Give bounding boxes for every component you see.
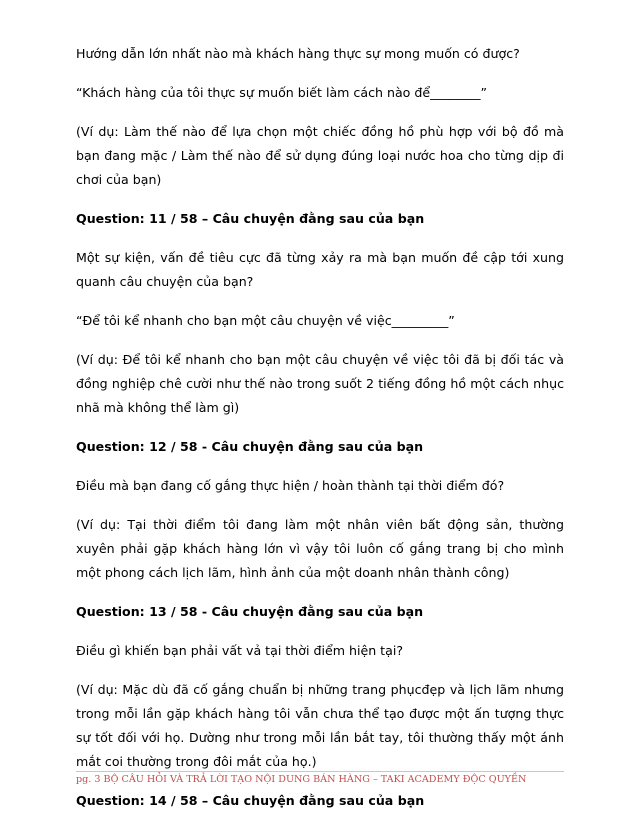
q11-prompt: Một sự kiện, vấn đề tiêu cực đã từng xảy ra mà bạn muốn đề cập tới xung quanh câu chuyện của bạn? — [76, 250, 564, 289]
q12-prompt: Điều mà bạn đang cố gắng thực hiện / hoàn thành tại thời điểm đó? — [76, 478, 505, 493]
q13-example: (Ví dụ: Mặc dù đã cố gắng chuẩn bị những trang phụcđẹp và lịch lãm nhưng trong mỗi lần gặp khách hàng tôi vẫn chưa thể tạo được một ấn tượng thực sự tốt đối với họ. Dường như trong mỗi lần bắt tay, tôi thường thấy một ánh mắt coi thường trong đôi mắt của họ.) — [76, 682, 564, 769]
q13-prompt: Điều gì khiến bạn phải vất vả tại thời điểm hiện tại? — [76, 643, 404, 658]
q11-heading: Question: 11 / 58 – Câu chuyện đằng sau của bạn — [76, 211, 425, 226]
page-footer — [76, 771, 564, 785]
q14-heading: Question: 14 / 58 – Câu chuyện đằng sau của bạn — [76, 793, 425, 808]
q10-example: (Ví dụ: Làm thế nào để lựa chọn một chiếc đồng hồ phù hợp với bộ đồ mà bạn đang mặc / Làm thế nào để sử dụng đúng loại nước hoa cho từng dịp đi chơi của bạn) — [76, 124, 564, 187]
q11-template: “Để tôi kể nhanh cho bạn một câu chuyện về việc_________” — [76, 313, 455, 328]
document-page — [76, 42, 564, 813]
q12-heading: Question: 12 / 58 - Câu chuyện đằng sau của bạn — [76, 439, 424, 454]
q13-heading: Question: 13 / 58 - Câu chuyện đằng sau của bạn — [76, 604, 424, 619]
q12-example: (Ví dụ: Tại thời điểm tôi đang làm một nhân viên bất động sản, thường xuyên phải gặp khách hàng lớn vì vậy tôi luôn cố gắng trang bị cho mình một phong cách lịch lãm, hình ảnh của một doanh nhân thành công) — [76, 517, 564, 580]
q10-prompt: Hướng dẫn lớn nhất nào mà khách hàng thực sự mong muốn có được? — [76, 46, 520, 61]
footer-text: pg. 3 BỘ CÂU HỎI VÀ TRẢ LỜI TẠO NỘI DUNG BÁN HÀNG – TAKI ACADEMY ĐỘC QUYỀN — [76, 774, 527, 785]
q11-example: (Ví dụ: Để tôi kể nhanh cho bạn một câu chuyện về việc tôi đã bị đối tác và đồng nghiệp chê cười như thế nào trong suốt 2 tiếng đồng hồ một cách nhục nhã mà không thể làm gì) — [76, 352, 564, 415]
q10-template: “Khách hàng của tôi thực sự muốn biết làm cách nào để________” — [76, 85, 488, 100]
